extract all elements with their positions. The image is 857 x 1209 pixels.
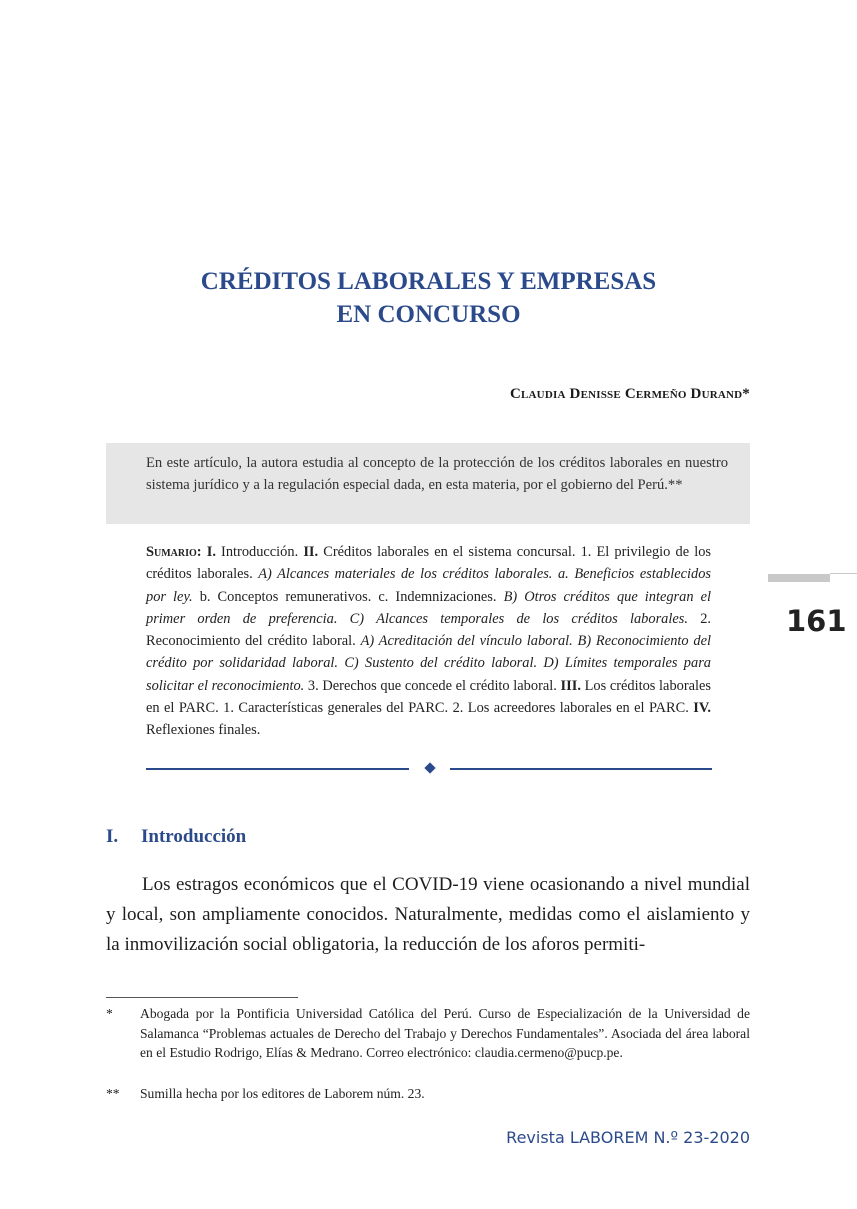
summary-italic-text: B) Otros créditos que integran el primer orden de preferencia. C) Alcances temporales de los créditos laborales. [146, 588, 712, 627]
footnote-text: Sumilla hecha por los editores de Laborem núm. 23. [140, 1086, 425, 1101]
page-tab-marker [768, 574, 830, 582]
summary-label: Sumario: [146, 544, 202, 560]
article-title [0, 265, 857, 331]
abstract-text: En este artículo, la autora estudia al concepto de la protección de los créditos laborales en nuestro sistema jurídico y a la regulación especial dada, en esta materia, por el gobierno del Perú.** [146, 455, 728, 493]
divider-diamond-icon [424, 762, 435, 773]
section-heading [106, 826, 246, 848]
summary-text: Los créditos laborales en el PARC. 1. Características generales del PARC. 2. Los acreedores laborales en el PARC. [146, 677, 711, 717]
section-divider-left [146, 768, 409, 770]
summary-text: 3. Derechos que concede el crédito laboral. [304, 677, 561, 694]
footnote-item [106, 1004, 750, 1063]
footnote-mark: ** [106, 1086, 120, 1101]
summary-text: Reflexiones finales. [146, 722, 261, 739]
footnote-text: Abogada por la Pontificia Universidad Católica del Perú. Curso de Especialización de la Universidad de Salamanca “Problemas actuales de Derecho del Trabajo y Derechos Fundamentales”. Asociada del área laboral en el Estudio Rodrigo, Elías & Medrano. Correo electrónico: claudia.cermeno@pucp.pe. [140, 1006, 750, 1061]
body-paragraph: Los estragos económicos que el COVID-19 viene ocasionando a nivel mundial y local, son ampliamente conocidos. Naturalmente, medidas como el aislamiento y la inmovilización social obligatoria, la reducción de los aforos permiti- [106, 874, 750, 955]
summary-text: b. Conceptos remunerativos. c. Indemnizaciones. [192, 588, 504, 605]
section-divider-right [450, 768, 712, 770]
summary-section-numeral: I. [206, 544, 216, 560]
summary-section-numeral: IV. [693, 700, 711, 717]
summary-italic-text: A) Acreditación del vínculo laboral. B) Reconocimiento del crédito por solidaridad laboral. C) Sustento del crédito laboral. D) Límites temporales para solicitar el reconocimiento. [146, 633, 711, 694]
page-number: 161 [786, 604, 847, 638]
abstract-box [106, 443, 750, 524]
summary-text: 2. Reconocimiento del crédito laboral. [146, 610, 712, 650]
summary-italic-text: A) Alcances materiales de los créditos laborales. a. Beneficios establecidos por ley. [146, 566, 711, 605]
section-number: I. [106, 826, 119, 847]
journal-footer: Revista LABOREM N.º 23-2020 [506, 1128, 750, 1147]
summary-text: Créditos laborales en el sistema concursal. 1. El privilegio de los créditos laborales. [146, 544, 712, 583]
summary-section-numeral: III. [560, 677, 581, 694]
summary-text: Introducción. [215, 544, 304, 560]
article-title-line-1: CRÉDITOS LABORALES Y EMPRESAS [200, 268, 657, 295]
page-tab-rule [830, 573, 857, 574]
footnote-rule [106, 997, 298, 998]
footnote-item [106, 1084, 750, 1104]
author-name: Claudia Denisse Cermeño Durand* [509, 386, 750, 402]
section-title: Introducción [141, 826, 247, 847]
summary-paragraph [146, 541, 711, 742]
summary-section-numeral: II. [303, 544, 319, 560]
footnote-mark: * [106, 1006, 113, 1021]
article-title-line-2: EN CONCURSO [336, 301, 521, 328]
